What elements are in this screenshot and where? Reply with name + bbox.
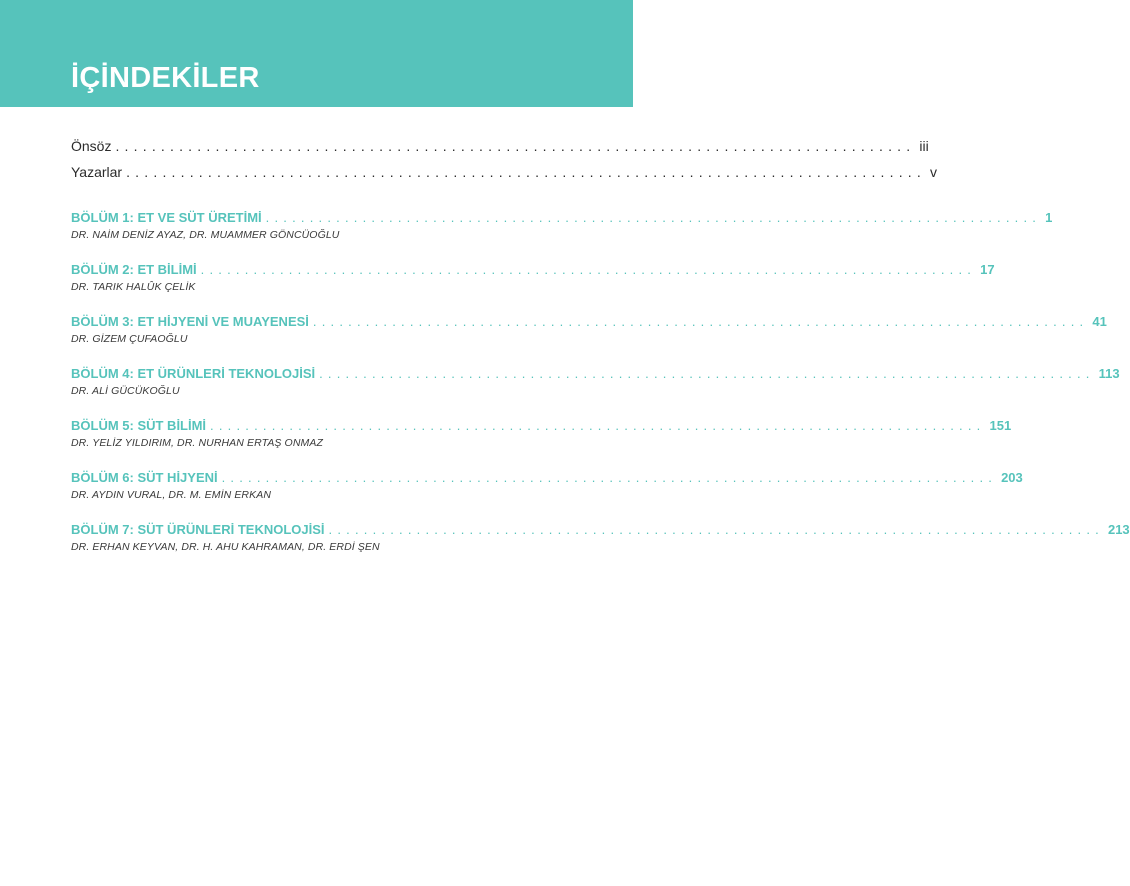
chapter-authors: DR. ALİ GÜCÜKOĞLU [71,385,180,397]
toc-entry-title: Yazarlar [71,164,123,180]
chapter-title: BÖLÜM 3: ET HİJYENİ VE MUAYENESİ [71,314,309,329]
toc-entry-page: iii [919,138,929,154]
header-band [0,0,633,107]
chapter-page: 17 [980,262,995,277]
chapter-authors: DR. GİZEM ÇUFAOĞLU [71,333,188,345]
toc-entry-onsoz[interactable] [71,137,929,155]
chapter-page: 1 [1045,210,1053,225]
dot-leader: ........................................................................................ [210,418,986,433]
dot-leader: ........................................................................................ [115,138,916,154]
chapter-entry-1[interactable] [71,209,1053,242]
chapter-title: BÖLÜM 5: SÜT BİLİMİ [71,418,207,433]
dot-leader: ........................................................................................ [319,366,1095,381]
chapter-list [71,209,1130,554]
chapter-entry-4[interactable] [71,365,1120,398]
chapter-page: 151 [989,418,1012,433]
toc-entry-yazarlar[interactable] [71,163,937,181]
chapter-page: 203 [1001,470,1023,485]
chapter-authors: DR. ERHAN KEYVAN, DR. H. AHU KAHRAMAN, DR. ERDİ ŞEN [71,541,380,553]
dot-leader: ........................................................................................ [126,164,926,180]
dot-leader: ........................................................................................ [312,314,1089,329]
dot-leader: ........................................................................................ [328,522,1104,537]
toc-entry-title: Önsöz [71,138,112,154]
chapter-authors: DR. NAİM DENİZ AYAZ, DR. MUAMMER GÖNCÜOĞLU [71,229,340,241]
dot-leader: ........................................................................................ [200,262,977,277]
chapter-title: BÖLÜM 2: ET BİLİMİ [71,262,197,277]
front-matter-list [71,137,937,181]
chapter-entry-3[interactable] [71,313,1107,346]
dot-leader: ........................................................................................ [221,470,998,485]
chapter-authors: DR. YELİZ YILDIRIM, DR. NURHAN ERTAŞ ONMAZ [71,437,323,449]
chapter-entry-2[interactable] [71,261,995,294]
chapter-authors: DR. TARIK HALÛK ÇELİK [71,281,196,293]
toc-entry-page: v [929,164,937,180]
chapter-title: BÖLÜM 7: SÜT ÜRÜNLERİ TEKNOLOJİSİ [71,522,325,537]
chapter-entry-7[interactable] [71,521,1130,554]
chapter-entry-6[interactable] [71,469,1023,502]
page-title: İÇİNDEKİLER [71,62,260,94]
chapter-page: 213 [1107,522,1130,537]
chapter-title: BÖLÜM 4: ET ÜRÜNLERİ TEKNOLOJİSİ [71,366,316,381]
dot-leader: ........................................................................................ [265,210,1042,225]
chapter-page: 41 [1092,314,1107,329]
chapter-title: BÖLÜM 6: SÜT HİJYENİ [71,470,218,485]
chapter-title: BÖLÜM 1: ET VE SÜT ÜRETİMİ [71,210,262,225]
chapter-authors: DR. AYDIN VURAL, DR. M. EMİN ERKAN [71,489,272,501]
chapter-page: 113 [1098,366,1120,381]
chapter-entry-5[interactable] [71,417,1012,450]
table-of-contents [71,133,1130,573]
